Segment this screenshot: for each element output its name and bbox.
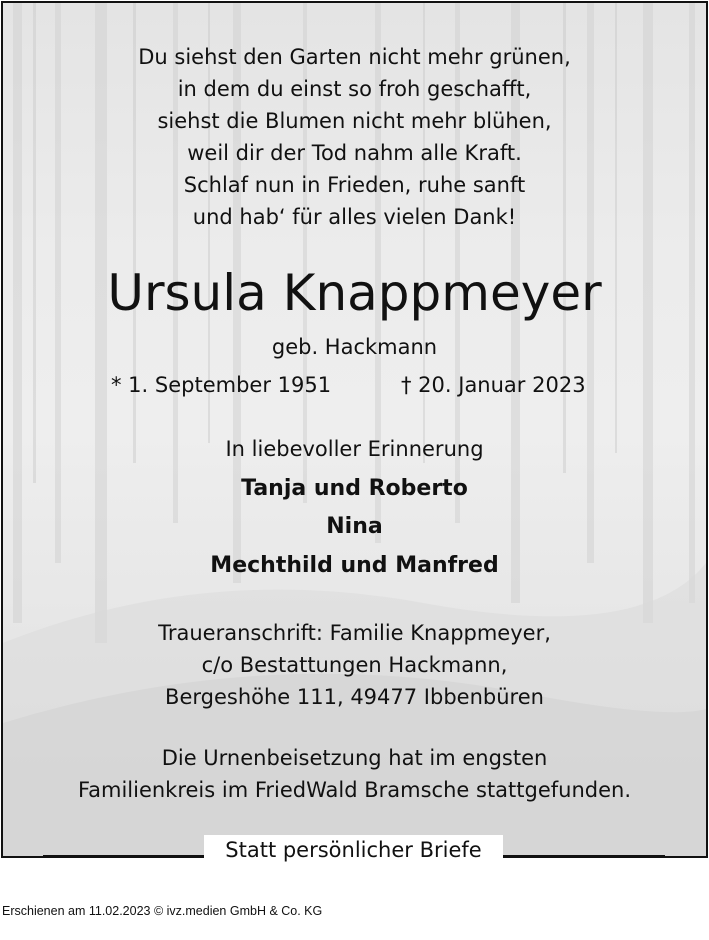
letters-note: Statt persönlicher Briefe <box>204 835 503 865</box>
burial-note <box>3 742 706 806</box>
address-line: Traueranschrift: Familie Knappmeyer, <box>158 621 551 645</box>
poem <box>3 41 706 233</box>
deceased-name: Ursula Knappmeyer <box>107 264 602 322</box>
death-date: † 20. Januar 2023 <box>401 373 586 397</box>
poem-line: Schlaf nun in Frieden, ruhe sanft <box>183 173 526 197</box>
burial-line: Familienkreis im FriedWald Bramsche stattgefunden. <box>77 778 632 802</box>
mourner: Tanja und Roberto <box>241 476 468 501</box>
birth-date: * 1. September 1951 <box>111 373 332 397</box>
address-line: Bergeshöhe 111, 49477 Ibbenbüren <box>165 685 544 709</box>
obituary-notice <box>1 1 708 858</box>
poem-line: in dem du einst so froh geschafft, <box>177 77 532 101</box>
burial-line: Die Urnenbeisetzung hat im engsten <box>161 746 548 770</box>
mourner: Nina <box>326 514 383 539</box>
mourner: Mechthild und Manfred <box>210 553 499 578</box>
memory-line: In liebevoller Erinnerung <box>225 437 484 461</box>
letters-note-bar <box>0 835 709 865</box>
mourning-address <box>3 617 706 713</box>
left-divider <box>43 855 204 858</box>
birth-name: geb. Hackmann <box>271 335 438 359</box>
poem-line: weil dir der Tod nahm alle Kraft. <box>187 141 522 165</box>
address-line: c/o Bestattungen Hackmann, <box>201 653 508 677</box>
poem-line: und hab‘ für alles vielen Dank! <box>192 205 517 229</box>
publication-footer: Erschienen am 11.02.2023 © ivz.medien GmbH & Co. KG <box>2 904 323 918</box>
poem-line: Du siehst den Garten nicht mehr grünen, <box>138 45 571 69</box>
notice-content <box>3 3 706 856</box>
right-divider <box>503 855 665 858</box>
poem-line: siehst die Blumen nicht mehr blühen, <box>157 109 552 133</box>
